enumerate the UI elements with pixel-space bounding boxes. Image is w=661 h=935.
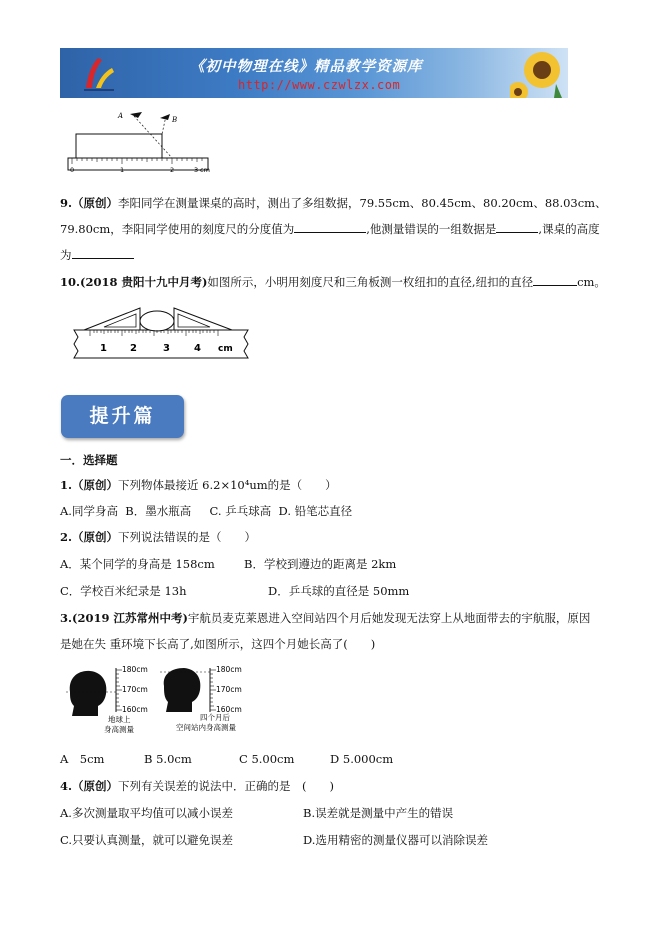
banner-title: 《初中物理在线》精品教学资源库 bbox=[190, 58, 423, 75]
q2-number: 2. bbox=[60, 530, 73, 544]
scale-label: 170cm bbox=[122, 685, 148, 694]
q9-line-2 bbox=[60, 222, 600, 236]
caption-left-1: 地球上 bbox=[108, 715, 131, 724]
height-measure-figure bbox=[64, 662, 274, 734]
q3-text-1: 宇航员麦克莱恩进入空间站四个月后她发现无法穿上从地面带去的宇航服，原因 bbox=[187, 611, 591, 625]
q3-option-d[interactable]: D 5.000cm bbox=[330, 752, 394, 766]
q10-tag: (2018 贵阳十九中月考) bbox=[80, 275, 208, 289]
q9-text-2b: ,他测量错误的一组数据是 bbox=[366, 222, 497, 236]
q10-number: 10. bbox=[60, 275, 81, 289]
q4-option-b[interactable]: B.误差就是测量中产生的错误 bbox=[303, 806, 454, 820]
section-banner bbox=[61, 395, 184, 438]
site-logo-icon bbox=[82, 54, 116, 92]
banner-url[interactable]: http://www.czwlzx.com bbox=[238, 78, 401, 92]
q10-blank-diameter[interactable] bbox=[533, 275, 577, 286]
q9-text-2a: 79.80cm，李阳同学使用的刻度尺的分度值为 bbox=[60, 222, 295, 236]
q4-number: 4. bbox=[60, 779, 73, 793]
sunflower-decoration-icon bbox=[510, 48, 568, 98]
q1-text-b: 的是（ ） bbox=[267, 478, 337, 492]
q4-text: 下列有关误差的说法中．正确的是 ( ) bbox=[118, 779, 334, 793]
scale-label: 170cm bbox=[216, 685, 242, 694]
q1-number: 1. bbox=[60, 478, 73, 492]
q2-options-ab bbox=[60, 557, 215, 571]
part-heading: 一．选择题 bbox=[60, 453, 118, 467]
q3-tag: (2019 江苏常州中考) bbox=[72, 611, 188, 625]
q9-text-3: 为 bbox=[60, 248, 72, 262]
q3-option-b[interactable]: B 5.0cm bbox=[144, 752, 192, 766]
q10-line bbox=[60, 275, 606, 289]
q9-text-2c: ,课桌的高度 bbox=[538, 222, 600, 236]
q3-number: 3. bbox=[60, 611, 73, 625]
q1-text-a: 下列物体最接近 bbox=[118, 478, 199, 492]
q2-option-b-wrap bbox=[244, 557, 396, 571]
q2-tag: （原创） bbox=[72, 530, 119, 544]
q2-text: 下列说法错误的是（ ） bbox=[118, 530, 257, 544]
q9-number: 9. bbox=[60, 196, 73, 210]
q9-text-1: 李阳同学在测量课桌的高时，测出了多组数据，79.55cm、80.45cm、80.20cm、88.03cm、 bbox=[118, 196, 607, 210]
q9-blank-wrong-data[interactable] bbox=[496, 222, 538, 233]
tick-label: 3 bbox=[163, 343, 170, 354]
q1-line bbox=[60, 478, 337, 492]
q4-option-c[interactable]: C.只要认真测量，就可以避免误差 bbox=[60, 833, 234, 847]
tick-label: 1 bbox=[100, 343, 107, 354]
q3-option-a[interactable]: A 5cm bbox=[60, 752, 105, 766]
section-title: 提升篇 bbox=[89, 405, 156, 427]
q10-text-a: 如图所示，小明用刻度尺和三角板测一枚纽扣的直径,纽扣的直径 bbox=[207, 275, 534, 289]
q9-tag: （原创） bbox=[72, 196, 119, 210]
q2-line bbox=[60, 530, 256, 544]
tick-label: 0 bbox=[70, 166, 75, 174]
q2-options-cd bbox=[60, 584, 187, 598]
label-a: A bbox=[118, 112, 124, 120]
q4-line bbox=[60, 779, 334, 793]
q2-option-c[interactable]: C．学校百米纪录是 13h bbox=[60, 584, 187, 598]
q1-value: 6.2×10⁴um bbox=[202, 478, 268, 492]
unit-label: cm bbox=[218, 344, 233, 354]
tick-label: 3 bbox=[194, 166, 199, 174]
caption-right-1: 四个月后 bbox=[200, 713, 230, 722]
q9-line-3 bbox=[60, 248, 134, 262]
tick-label: 2 bbox=[170, 166, 175, 174]
scale-label: 180cm bbox=[122, 665, 148, 674]
unit-label: cm bbox=[200, 166, 210, 174]
tick-label: 1 bbox=[120, 166, 125, 174]
q9-blank-division[interactable] bbox=[294, 222, 366, 233]
q2-option-d[interactable]: D．乒乓球的直径是 50mm bbox=[268, 584, 410, 598]
scale-label: 160cm bbox=[216, 705, 242, 714]
q1-option-d[interactable]: D. 铅笔芯直径 bbox=[278, 504, 353, 518]
q2-option-d-wrap bbox=[268, 584, 409, 598]
q3-option-c[interactable]: C 5.00cm bbox=[239, 752, 295, 766]
q10-text-b: cm。 bbox=[577, 275, 606, 289]
ruler-triangle-figure bbox=[60, 106, 220, 178]
scale-label: 180cm bbox=[216, 665, 242, 674]
q4-tag: （原创） bbox=[72, 779, 119, 793]
q3-line-1 bbox=[60, 611, 590, 625]
q3-line-2: 是她在失 重环境下长高了,如图所示，这四个月她长高了( ) bbox=[60, 637, 376, 651]
button-ruler-figure bbox=[70, 304, 252, 360]
q2-option-b[interactable]: B．学校到遵边的距离是 2km bbox=[244, 557, 397, 571]
header-banner bbox=[60, 48, 568, 98]
q2-option-a[interactable]: A．某个同学的身高是 158cm bbox=[60, 557, 215, 571]
q4-option-d[interactable]: D.选用精密的测量仪器可以消除误差 bbox=[303, 833, 488, 847]
q1-option-a[interactable]: A.同学身高 bbox=[60, 504, 118, 518]
q1-tag: （原创） bbox=[72, 478, 119, 492]
caption-right-2: 空间站内身高测量 bbox=[176, 723, 236, 732]
q9-blank-height[interactable] bbox=[72, 248, 134, 259]
scale-label: 160cm bbox=[122, 705, 148, 714]
q1-option-c[interactable]: C. 乒乓球高 bbox=[209, 504, 272, 518]
q9-line-1 bbox=[60, 196, 607, 210]
q1-option-b[interactable]: B．墨水瓶高 bbox=[125, 504, 192, 518]
tick-label: 4 bbox=[194, 343, 201, 354]
caption-left-2: 身高测量 bbox=[104, 725, 134, 734]
label-b: B bbox=[172, 116, 178, 124]
q4-option-a[interactable]: A.多次测量取平均值可以减小误差 bbox=[60, 806, 233, 820]
tick-label: 2 bbox=[130, 343, 137, 354]
q1-options bbox=[60, 504, 352, 518]
